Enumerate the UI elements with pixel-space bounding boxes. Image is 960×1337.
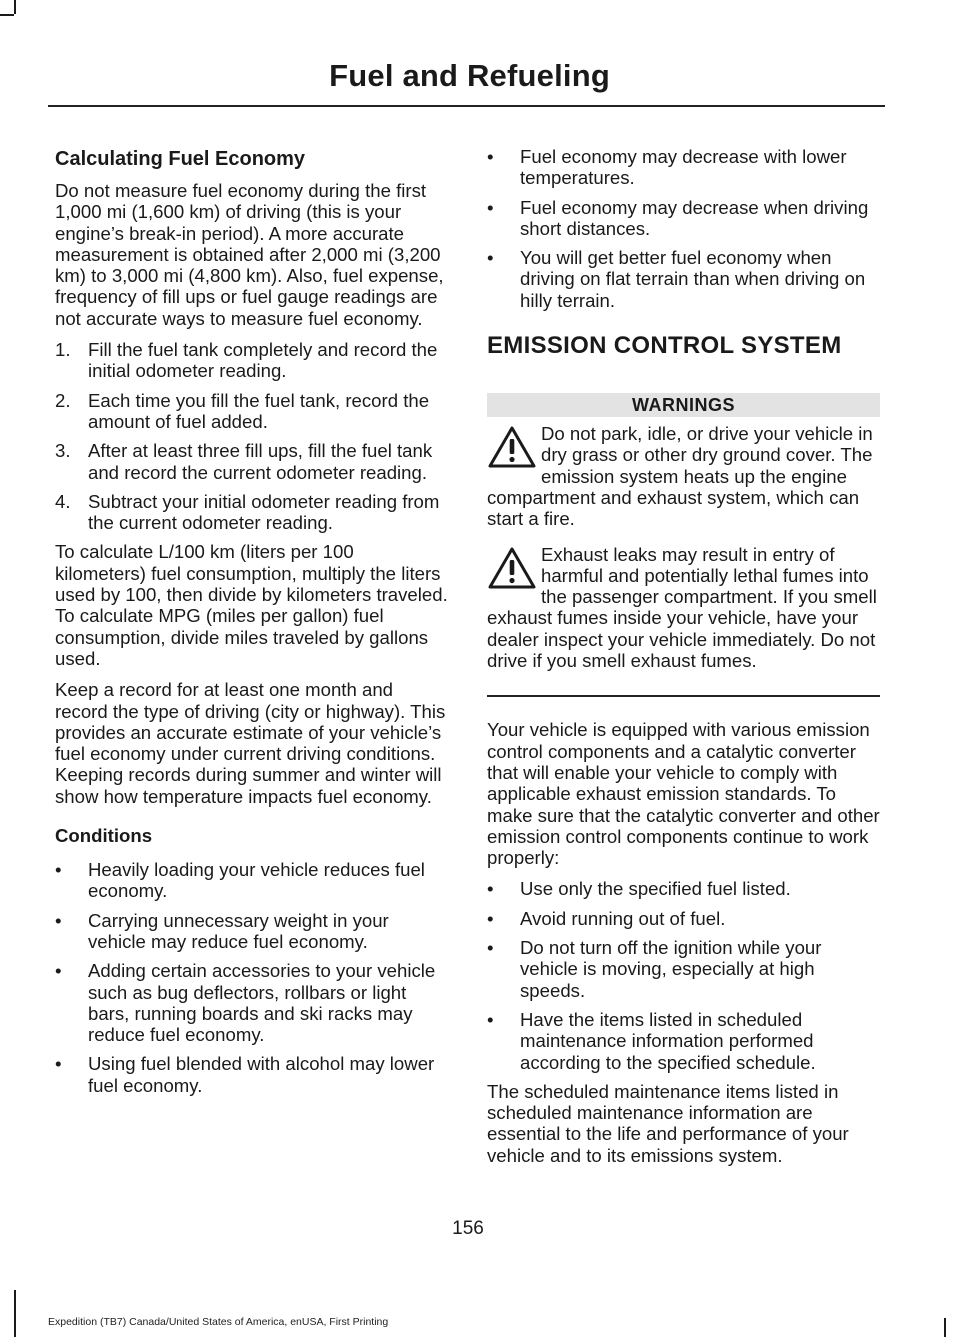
list-item: • Heavily loading your vehicle reduces fuel economy.: [55, 859, 425, 902]
crop-mark: [0, 14, 14, 16]
list-item: • Carrying unnecessary weight in your vehicle may reduce fuel economy.: [55, 909, 389, 952]
intro-paragraph: Do not measure fuel economy during the first 1,000 mi (1,600 km) of driving (this is your engine’s break-in period). A more accurate measurement is obtained after 2,000 mi (3,200 km) to 3,000 mi (4,800 km). Also, fuel expense, frequency of fill ups or fuel gauge readings are not accurate ways to measure fuel economy.: [55, 180, 444, 329]
crop-mark: [944, 1318, 946, 1337]
record-paragraph: Keep a record for at least one month and record the type of driving (city or highway). This provides an accurate estimate of your vehicle’s fuel economy under current driving conditions. Keeping records during summer and winter will show how temperature impacts fuel economy.: [55, 679, 446, 807]
calculation-paragraph: To calculate L/100 km (liters per 100 kilometers) fuel consumption, multiply the liters used by 100, then divide by kilometers traveled. To calculate MPG (miles per gallon) fuel consumption, divide miles traveled by gallons used.: [55, 541, 448, 669]
closing-paragraph: The scheduled maintenance items listed in scheduled maintenance information are essential to the life and performance of your vehicle and to its emissions system.: [487, 1080, 849, 1166]
list-item: • Fuel economy may decrease when driving short distances.: [487, 196, 869, 239]
section-heading-emission: EMISSION CONTROL SYSTEM: [487, 332, 842, 360]
list-item: • Adding certain accessories to your vehicle such as bug deflectors, rollbars or light bars, running boards and ski racks may reduce fuel economy.: [55, 960, 436, 1046]
crop-mark: [14, 1290, 16, 1337]
list-item: • Use only the specified fuel listed.: [487, 878, 791, 900]
conditions-heading: Conditions: [55, 825, 153, 847]
crop-mark: [14, 0, 16, 14]
equipped-paragraph: Your vehicle is equipped with various emission control components and a catalytic converter that will enable your vehicle to comply with applicable exhaust emission standards. To make sure that the catalytic converter and other emission control components continue to work properly:: [487, 719, 880, 869]
warnings-box: [487, 393, 880, 697]
page-number: 156: [452, 1218, 484, 1239]
conditions-list-continued: [487, 146, 880, 311]
warning-triangle-icon: [487, 546, 537, 592]
list-item: • You will get better fuel economy when driving on flat terrain than when driving on hilly terrain.: [487, 247, 866, 311]
left-column: [55, 146, 448, 1104]
page-title: Fuel and Refueling: [329, 58, 610, 93]
section-heading-calculating: Calculating Fuel Economy: [55, 148, 306, 170]
list-item: 2. Each time you fill the fuel tank, record the amount of fuel added.: [55, 389, 430, 432]
list-item: • Do not turn off the ignition while your vehicle is moving, especially at high speeds.: [487, 937, 822, 1001]
warning-item: [487, 544, 880, 672]
warning-item: [487, 423, 880, 529]
list-item: • Fuel economy may decrease with lower temperatures.: [487, 146, 847, 189]
conditions-list: [55, 859, 448, 1096]
warning-text: Do not park, idle, or drive your vehicle in dry grass or other dry ground cover. The emission system heats up the engine compartment and exhaust system, which can start a fire.: [487, 423, 873, 530]
steps-list: [55, 339, 448, 533]
list-item: 1. Fill the fuel tank completely and record the initial odometer reading.: [55, 339, 438, 382]
edition-footer: Expedition (TB7) Canada/United States of America, enUSA, First Printing: [48, 1316, 389, 1328]
list-item: • Avoid running out of fuel.: [487, 907, 726, 929]
warning-triangle-icon: [487, 425, 537, 471]
list-item: • Have the items listed in scheduled maintenance information performed according to the specified schedule.: [487, 1008, 816, 1073]
warning-text: Exhaust leaks may result in entry of harmful and potentially lethal fumes into the passenger compartment. If you smell exhaust fumes inside your vehicle, have your dealer inspect your vehicle immediately. Do not drive if you smell exhaust fumes.: [487, 543, 877, 672]
emission-tips-list: [487, 878, 880, 1072]
list-item: • Using fuel blended with alcohol may lower fuel economy.: [55, 1053, 435, 1096]
list-item: 3. After at least three fill ups, fill the fuel tank and record the current odometer reading.: [55, 440, 433, 483]
right-column: [487, 146, 880, 1176]
list-item: 4. Subtract your initial odometer reading from the current odometer reading.: [55, 490, 440, 534]
header-divider: [48, 105, 885, 107]
warnings-label: WARNINGS: [487, 393, 880, 417]
